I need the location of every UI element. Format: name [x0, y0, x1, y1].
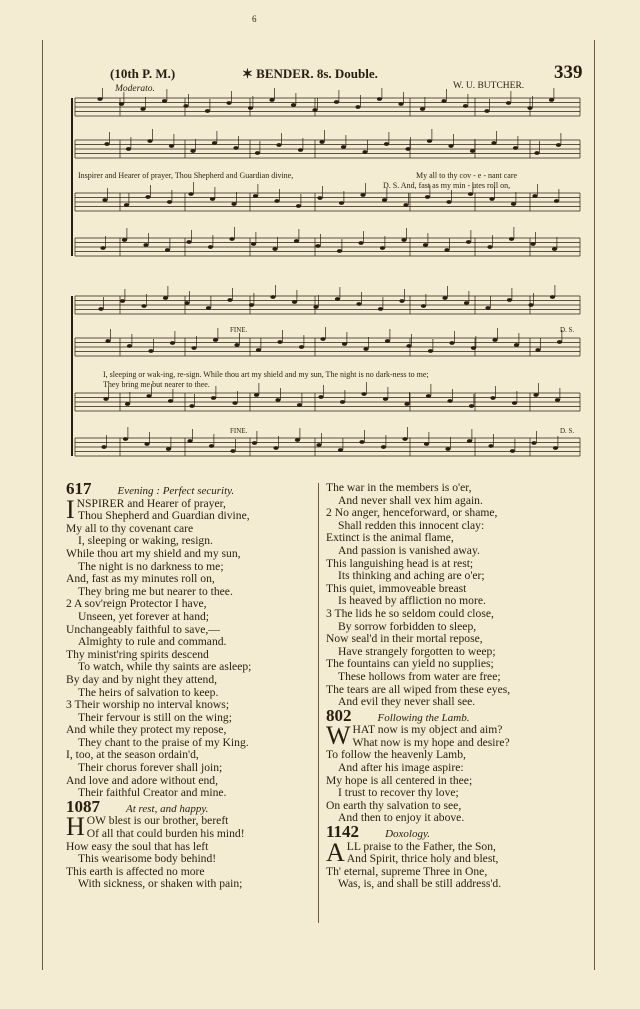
note-head — [467, 439, 472, 443]
note-head — [166, 447, 171, 451]
verse-line: Of all that could burden his mind! — [86, 827, 245, 841]
hymn-number: 617 — [66, 479, 92, 498]
verse-line: And love and adore without end, — [66, 773, 218, 787]
note-head — [169, 144, 174, 148]
verse-line: Thy minist'ring spirits descend — [66, 647, 209, 661]
note-head — [507, 298, 512, 302]
verse-line: These hollows from water are free; — [338, 669, 501, 683]
note-head — [427, 139, 432, 143]
note-head — [403, 203, 408, 207]
note-head — [420, 107, 425, 111]
hymn-title: Following the Lamb. — [377, 711, 470, 724]
drop-cap: A — [326, 840, 345, 867]
verse-line: 2 A sov'reign Protector I have, — [66, 597, 207, 611]
note-head — [291, 103, 296, 107]
tempo-mark: Moderato. — [115, 84, 155, 94]
hymn-title: At rest, and happy. — [126, 802, 209, 815]
note-head — [384, 142, 389, 146]
note-head — [334, 100, 339, 104]
note-head — [232, 401, 237, 405]
note-head — [205, 109, 210, 113]
note-head — [534, 151, 539, 155]
note-head — [252, 441, 257, 445]
system2-lyrics: I, sleeping or wak-ing, re-sign. While thou art my shield and my sun, The night is no dark-ness to me; — [103, 370, 429, 379]
note-head — [360, 193, 365, 197]
note-head — [446, 200, 451, 204]
note-head — [103, 397, 108, 401]
note-head — [447, 399, 452, 403]
note-head — [491, 141, 496, 145]
note-head — [428, 349, 433, 353]
hymn-block — [326, 822, 588, 891]
note-head — [211, 396, 216, 400]
note-head — [555, 398, 560, 402]
verse-line: The war in the members is o'er, — [326, 482, 472, 494]
verse-line: Th' eternal, supreme Three in One, — [326, 864, 488, 878]
note-head — [124, 203, 129, 207]
verse-line: And Spirit, thrice holy and blest, — [346, 852, 499, 866]
verse-line: OW blest is our brother, bereft — [86, 815, 229, 828]
note-head — [231, 202, 236, 206]
note-head — [183, 104, 188, 108]
verse-line: My hope is all centered in thee; — [326, 773, 473, 787]
verse-line: They chant to the praise of my King. — [78, 735, 249, 749]
note-head — [234, 343, 239, 347]
note-head — [485, 306, 490, 310]
system1-lyrics-ds: D. S. And, fast as my min - utes roll on, — [383, 181, 511, 190]
note-head — [206, 306, 211, 310]
verse-line: 2 No anger, henceforward, or shame, — [326, 506, 498, 520]
note-head — [341, 145, 346, 149]
note-head — [170, 341, 175, 345]
verse-line: And then to enjoy it above. — [338, 811, 465, 825]
note-head — [315, 244, 320, 248]
note-head — [468, 192, 473, 196]
note-head — [167, 200, 172, 204]
note-head — [469, 404, 474, 408]
note-head — [147, 139, 152, 143]
note-head — [423, 243, 428, 247]
note-head — [248, 106, 253, 110]
note-head — [554, 199, 559, 203]
note-head — [317, 196, 322, 200]
note-head — [449, 341, 454, 345]
note-head — [168, 399, 173, 403]
verse-line: On earth thy salvation to see, — [326, 798, 462, 812]
note-head — [359, 440, 364, 444]
note-head — [123, 437, 128, 441]
verse-line: I, too, at the season ordain'd, — [66, 748, 199, 762]
note-head — [165, 248, 170, 252]
note-head — [146, 394, 151, 398]
note-head — [424, 442, 429, 446]
system1-lyrics: Inspirer and Hearer of prayer, Thou Shepherd and Guardian divine, — [78, 171, 294, 180]
note-head — [340, 400, 345, 404]
fine-mark-bottom: FINE. — [230, 427, 248, 435]
hymn-number: 802 — [326, 705, 352, 725]
note-head — [549, 98, 554, 102]
note-head — [184, 301, 189, 305]
note-head — [253, 194, 258, 198]
note-head — [148, 349, 153, 353]
note-head — [404, 402, 409, 406]
note-head — [550, 295, 555, 299]
note-head — [361, 392, 366, 396]
note-head — [251, 242, 256, 246]
note-head — [514, 343, 519, 347]
note-head — [556, 143, 561, 147]
note-head — [553, 446, 558, 450]
verse-line: And after his image aspire: — [338, 761, 464, 775]
verse-line: By sorrow forbidden to sleep, — [338, 619, 477, 633]
note-head — [533, 393, 538, 397]
note-head — [143, 243, 148, 247]
note-head — [275, 398, 280, 402]
note-head — [229, 237, 234, 241]
note-head — [276, 143, 281, 147]
note-head — [141, 304, 146, 308]
meter-label: (10th P. M.) — [110, 66, 176, 81]
note-head — [531, 441, 536, 445]
drop-cap: I — [66, 497, 75, 524]
note-head — [406, 344, 411, 348]
hymn-heading — [66, 479, 312, 498]
note-head — [528, 303, 533, 307]
hymn-block — [66, 479, 312, 800]
verse-line: And never shall vex him again. — [338, 493, 483, 507]
note-head — [269, 98, 274, 102]
note-head — [233, 146, 238, 150]
music-score — [60, 88, 590, 473]
verse-line: Have strangely forgotten to weep; — [338, 644, 496, 658]
note-head — [355, 105, 360, 109]
note-head — [425, 195, 430, 199]
note-head — [140, 107, 145, 111]
left-column — [66, 479, 312, 891]
verse-line: While thou art my shield and my sun, — [66, 546, 241, 560]
hymn-number: 1087 — [66, 796, 100, 816]
note-head — [402, 437, 407, 441]
note-head — [527, 106, 532, 110]
fine-mark-top: FINE. — [230, 326, 248, 334]
note-head — [255, 151, 260, 155]
note-head — [342, 342, 347, 346]
note-head — [510, 449, 515, 453]
note-head — [273, 446, 278, 450]
note-head — [145, 195, 150, 199]
note-head — [444, 248, 449, 252]
note-head — [399, 299, 404, 303]
note-head — [557, 340, 562, 344]
note-head — [209, 444, 214, 448]
system2-lyrics-2: They bring me but nearer to thee. — [103, 380, 210, 389]
verse-line: Its thinking and aching are o'er; — [338, 569, 485, 583]
note-head — [316, 443, 321, 447]
tune-name: ✶ BENDER. 8s. Double. — [242, 66, 378, 81]
verse-line: Unseen, yet forever at hand; — [78, 609, 210, 623]
verse-line: This quiet, immoveable breast — [326, 581, 467, 595]
verse-line: With sickness, or shaken with pain; — [78, 877, 243, 891]
verse-line: This languishing head is at rest; — [326, 556, 474, 570]
note-head — [471, 346, 476, 350]
note-head — [535, 348, 540, 352]
note-head — [363, 347, 368, 351]
note-head — [490, 396, 495, 400]
drop-cap: H — [66, 815, 85, 842]
note-head — [119, 102, 124, 106]
hymn-title: Doxology. — [385, 828, 430, 841]
note-head — [270, 295, 275, 299]
note-head — [338, 448, 343, 452]
ds-mark-bottom: D. S. — [560, 427, 575, 435]
note-head — [318, 395, 323, 399]
note-head — [120, 299, 125, 303]
verse-line: Now seal'd in their mortal repose, — [326, 632, 483, 646]
verse-line: 3 The lids he so seldom could close, — [326, 606, 494, 620]
note-head — [339, 201, 344, 205]
note-head — [125, 402, 130, 406]
verse-line: Extinct is the animal flame, — [326, 531, 454, 545]
note-head — [295, 438, 300, 442]
note-head — [101, 445, 106, 449]
verse-line: This wearisome body behind! — [78, 852, 217, 866]
note-head — [385, 339, 390, 343]
note-head — [506, 101, 511, 105]
note-head — [186, 240, 191, 244]
hymn-block — [326, 482, 588, 709]
note-head — [188, 192, 193, 196]
verse-line: The heirs of salvation to keep. — [78, 685, 219, 699]
note-head — [292, 300, 297, 304]
verse-line: To watch, while thy saints are asleep; — [78, 660, 252, 674]
note-head — [298, 148, 303, 152]
verse-line: Their chorus forever shall join; — [78, 761, 223, 775]
verse-line: Unchangeably faithful to save,— — [66, 622, 220, 636]
verse-line: Was, is, and shall be still address'd. — [338, 877, 502, 891]
note-head — [97, 97, 102, 101]
note-head — [484, 109, 489, 113]
composer: W. U. BUTCHER. — [453, 81, 525, 91]
note-head — [377, 97, 382, 101]
note-head — [487, 245, 492, 249]
verse-line: 3 Their worship no interval knows; — [66, 698, 230, 712]
verse-line: By day and by night they attend, — [66, 672, 218, 686]
verse-line: And, fast as my minutes roll on, — [66, 572, 215, 586]
note-head — [509, 237, 514, 241]
verse-line: Almighty to rule and command. — [78, 635, 227, 649]
note-head — [213, 338, 218, 342]
note-head — [254, 393, 259, 397]
note-head — [512, 401, 517, 405]
verse-line: Shall redden this innocent clay: — [338, 518, 485, 532]
note-head — [378, 307, 383, 311]
note-head — [358, 241, 363, 245]
note-head — [532, 194, 537, 198]
verse-line: My all to thy covenant care — [66, 521, 194, 535]
verse-line: What now is my hope and desire? — [352, 735, 510, 749]
verse-line: LL praise to the Father, the Son, — [346, 840, 496, 853]
note-head — [398, 102, 403, 106]
system1-lyrics-mid: My all to thy cov - e - nant care — [416, 171, 518, 180]
verse-line: Thou Shepherd and Guardian divine, — [78, 509, 250, 523]
note-head — [122, 238, 127, 242]
note-head — [320, 337, 325, 341]
verse-line: This earth is affected no more — [66, 864, 205, 878]
verse-line: Is heaved by affliction no more. — [338, 594, 486, 608]
note-head — [162, 99, 167, 103]
verse-line: And evil they never shall see. — [338, 695, 476, 709]
note-head — [105, 339, 110, 343]
note-head — [319, 140, 324, 144]
note-head — [362, 150, 367, 154]
hymn-block — [326, 705, 588, 825]
ds-mark-top: D. S. — [560, 326, 575, 334]
verse-line: And while they protect my repose, — [66, 723, 227, 737]
note-head — [470, 149, 475, 153]
note-head — [227, 298, 232, 302]
note-head — [488, 444, 493, 448]
note-head — [230, 449, 235, 453]
note-head — [296, 204, 301, 208]
note-head — [356, 302, 361, 306]
note-head — [401, 238, 406, 242]
verse-line: NSPIRER and Hearer of prayer, — [76, 497, 226, 510]
note-head — [208, 245, 213, 249]
note-head — [187, 439, 192, 443]
note-head — [272, 247, 277, 251]
note-head — [464, 301, 469, 305]
note-head — [127, 344, 132, 348]
hymn-heading — [66, 796, 312, 816]
verse-line: The tears are all wiped from these eyes, — [326, 682, 511, 696]
note-head — [98, 307, 103, 311]
note-head — [191, 346, 196, 350]
note-head — [337, 249, 342, 253]
verse-line: I trust to recover thy love; — [338, 786, 459, 800]
hymn-block — [66, 796, 312, 891]
right-column — [326, 482, 588, 891]
drop-cap: W — [326, 724, 351, 751]
note-head — [249, 303, 254, 307]
note-head — [441, 99, 446, 103]
note-head — [294, 239, 299, 243]
top-mark: 6 — [252, 14, 257, 24]
note-head — [442, 296, 447, 300]
verse-line: How easy the soul that has left — [66, 839, 209, 853]
note-head — [552, 247, 557, 251]
note-head — [212, 141, 217, 145]
note-head — [189, 404, 194, 408]
right-margin-rule — [594, 40, 595, 970]
note-head — [381, 445, 386, 449]
note-head — [313, 305, 318, 309]
hymn-heading — [326, 705, 588, 725]
note-head — [226, 101, 231, 105]
note-head — [100, 246, 105, 250]
note-head — [335, 297, 340, 301]
hymn-title: Evening : Perfect security. — [117, 485, 235, 497]
note-head — [466, 240, 471, 244]
note-head — [445, 447, 450, 451]
note-head — [277, 340, 282, 344]
note-head — [380, 246, 385, 250]
note-head — [405, 147, 410, 151]
note-head — [210, 197, 215, 201]
verse-line: The fountains can yield no supplies; — [326, 657, 494, 671]
note-head — [126, 147, 131, 151]
note-head — [274, 199, 279, 203]
note-head — [256, 348, 261, 352]
note-head — [448, 144, 453, 148]
note-head — [426, 394, 431, 398]
verse-line: I, sleeping or waking, resign. — [78, 534, 213, 548]
column-divider — [318, 483, 319, 923]
verse-line: Their faithful Creator and mine. — [78, 786, 227, 800]
note-head — [144, 442, 149, 446]
verse-line: The night is no darkness to me; — [78, 559, 224, 573]
note-head — [421, 304, 426, 308]
note-head — [312, 108, 317, 112]
note-head — [511, 202, 516, 206]
verse-line: To follow the heavenly Lamb, — [326, 748, 466, 762]
note-head — [104, 142, 109, 146]
note-head — [299, 345, 304, 349]
hymn-number: 1142 — [326, 822, 360, 842]
note-head — [190, 149, 195, 153]
note-head — [530, 242, 535, 246]
note-head — [382, 198, 387, 202]
left-margin-rule — [42, 40, 43, 970]
note-head — [383, 397, 388, 401]
verse-line: Their fervour is still on the wing; — [78, 710, 232, 724]
verse-line: HAT now is my object and aim? — [352, 724, 503, 737]
page-number: 339 — [554, 62, 583, 83]
note-head — [163, 296, 168, 300]
note-head — [102, 198, 107, 202]
note-head — [463, 104, 468, 108]
verse-line: And passion is vanished away. — [338, 543, 480, 557]
hymn-heading — [326, 822, 588, 842]
note-head — [513, 146, 518, 150]
note-head — [297, 403, 302, 407]
note-head — [492, 338, 497, 342]
note-head — [489, 197, 494, 201]
verse-line: They bring me but nearer to thee. — [78, 584, 233, 598]
